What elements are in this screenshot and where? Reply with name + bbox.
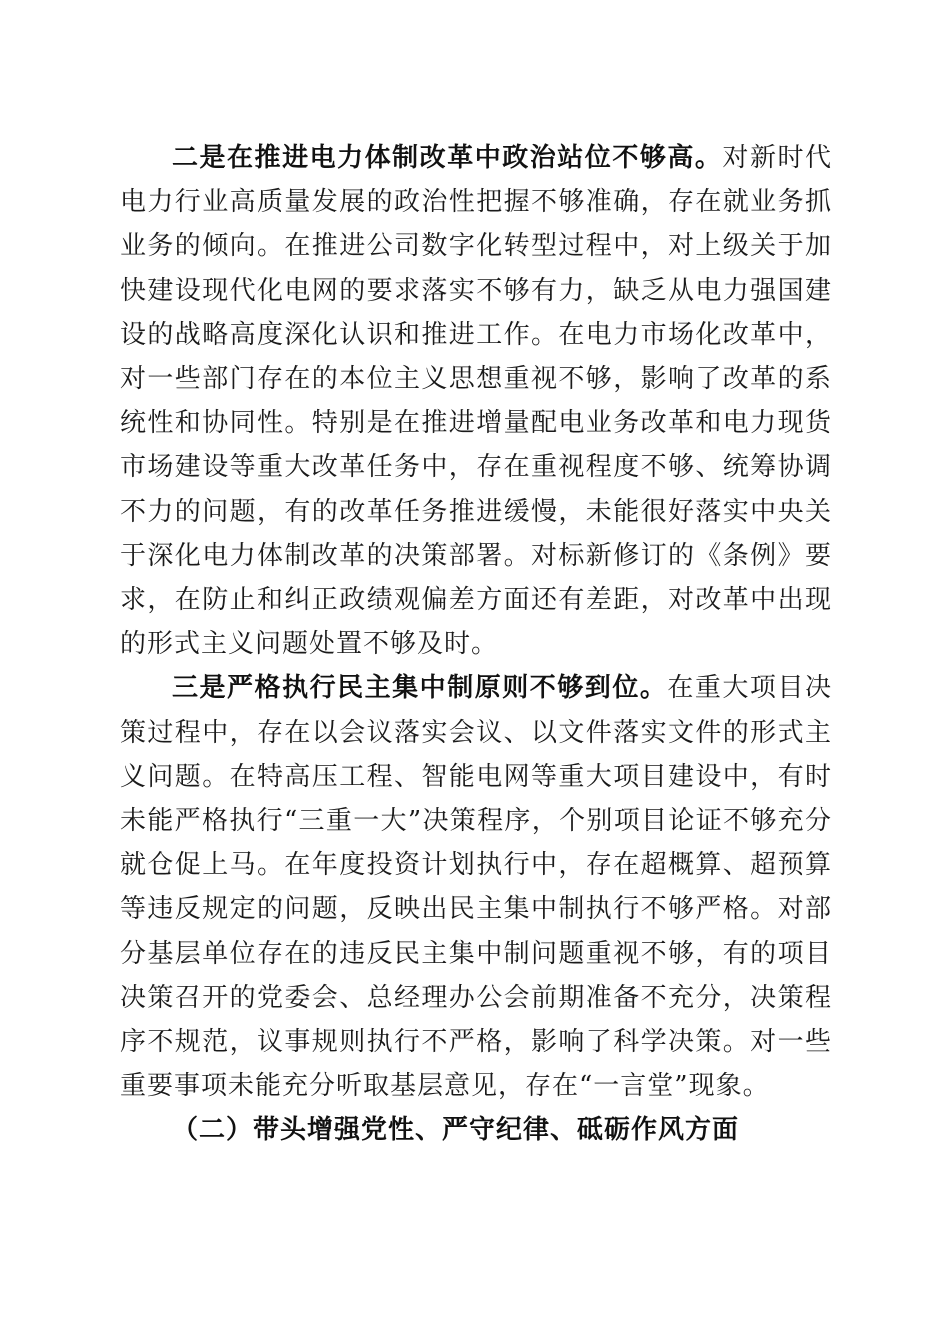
paragraph-text: 在重大项目决策过程中，存在以会议落实会议、以文件落实文件的形式主义问题。在特高压工程、智能电网等重大项目建设中，有时未能严格执行“三重一大”决策程序，个别项目论证不够充分就仓促上马。在年度投资计划执行中，存在超概算、超预算等违反规定的问题，反映出民主集中制执行不够严格。对部分基层单位存在的违反民主集中制问题重视不够，有的项目决策召开的党委会、总经理办公会前期准备不充分，决策程序不规范，议事规则执行不严格，影响了科学决策。对一些重要事项未能充分听取基层意见，存在“一言堂”现象。 bbox=[120, 673, 832, 1102]
document-body bbox=[120, 136, 832, 1153]
paragraph-lead: 二是在推进电力体制改革中政治站位不够高。 bbox=[172, 143, 723, 173]
section-heading: （二）带头增强党性、严守纪律、砥砺作风方面 bbox=[172, 1115, 740, 1146]
paragraph-text: 对新时代电力行业高质量发展的政治性把握不够准确，存在就业务抓业务的倾向。在推进公司数字化转型过程中，对上级关于加快建设现代化电网的要求落实不够有力，缺乏从电力强国建设的战略高度深化认识和推进工作。在电力市场化改革中，对一些部门存在的本位主义思想重视不够，影响了改革的系统性和协同性。特别是在推进增量配电业务改革和电力现货市场建设等重大改革任务中，存在重视程度不够、统筹协调不力的问题，有的改革任务推进缓慢，未能很好落实中央关于深化电力体制改革的决策部署。对标新修订的《条例》要求，在防止和纠正政绩观偏差方面还有差距，对改革中出现的形式主义问题处置不够及时。 bbox=[120, 143, 832, 660]
paragraph-democratic-centralism bbox=[120, 666, 832, 1108]
paragraph-political-stance bbox=[120, 136, 832, 666]
paragraph-lead: 三是严格执行民主集中制原则不够到位。 bbox=[172, 673, 668, 704]
